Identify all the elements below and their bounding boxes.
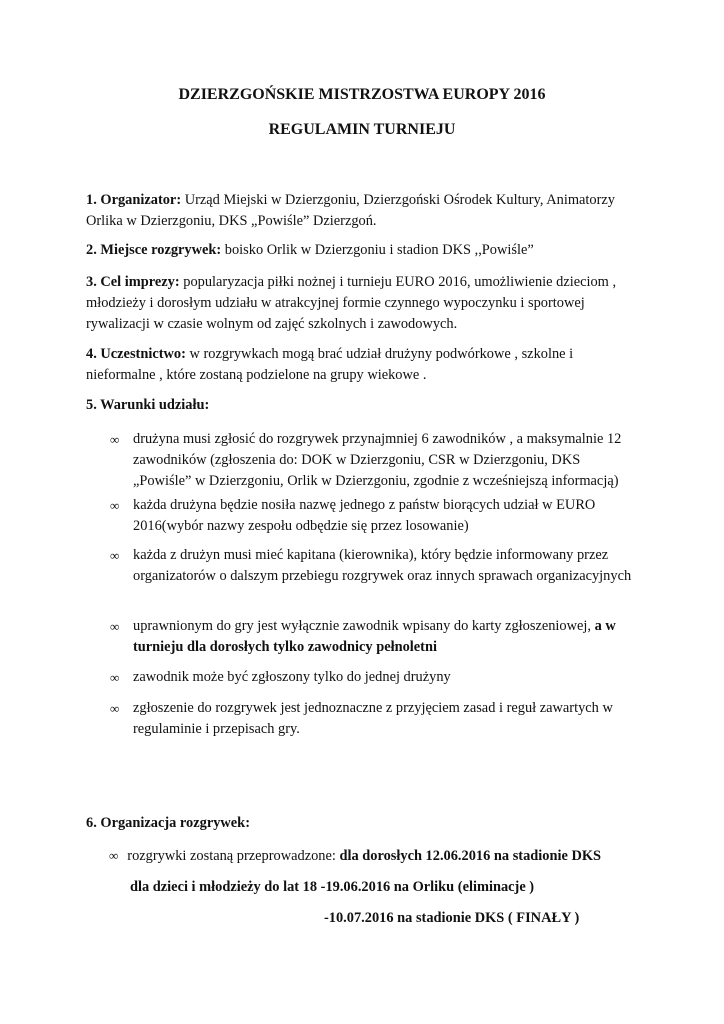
section-organization xyxy=(86,813,646,834)
organization-line-text: rozgrywki zostaną przeprowadzone: xyxy=(127,848,340,864)
section-organizer-label: 1. Organizator: xyxy=(86,192,182,208)
section-conditions-label: 5. Warunki udziału: xyxy=(86,397,210,413)
infinity-bullet-icon: ∞ xyxy=(109,848,119,863)
section-participation-text: w rozgrywkach mogą brać udział drużyny podwórkowe , szkolne i nieformalne , które zostaną podzielone na grupy wiekowe . xyxy=(86,346,574,383)
section-participation-label: 4. Uczestnictwo: xyxy=(86,346,186,362)
section-purpose-label: 3. Cel imprezy: xyxy=(86,274,180,290)
section-organizer-text: Urząd Miejski w Dzierzgoniu, Dzierzgoński Ośrodek Kultury, Animatorzy Orlika w Dzierzgoniu, DKS „Powiśle” Dzierzgoń. xyxy=(86,192,616,229)
list-item-bold-text: a w turnieju dla dorosłych tylko zawodnicy pełnoletni xyxy=(133,618,616,655)
organization-line-finals: -10.07.2016 na stadionie DKS ( FINAŁY ) xyxy=(324,910,580,926)
document-title: DZIERZGOŃSKIE MISTRZOSTWA EUROPY 2016 xyxy=(178,86,546,103)
organization-line-adults xyxy=(109,845,601,867)
organization-line-bold: dla dorosłych 12.06.2016 na stadionie DKS xyxy=(339,848,602,864)
section-organizer xyxy=(86,190,646,232)
list-item-text: drużyna musi zgłosić do rozgrywek przynajmniej 6 zawodników , a maksymalnie 12 zawodników (zgłoszenia do: DOK w Dzierzgoniu, CSR w Dzierzgoniu, DKS „Powiśle” w Dzierzgoniu, Orlik w Dzierzgoniu, zgodnie z wcześniejszą informacją) xyxy=(133,431,622,489)
organization-line-youth: dla dzieci i młodzieży do lat 18 -19.06.2016 na Orliku (eliminacje ) xyxy=(130,879,535,895)
section-conditions xyxy=(86,395,646,416)
section-venue-label: 2. Miejsce rozgrywek: xyxy=(86,242,222,258)
section-purpose-text: popularyzacja piłki nożnej i turnieju EURO 2016, umożliwienie dzieciom , młodzieży i dorosłym udziału w atrakcyjnej formie czynnego wypoczynku i sportowej rywalizacji w czasie wolnym od zajęć szkolnych i zawodowych. xyxy=(86,274,617,332)
infinity-bullet-icon: ∞ xyxy=(110,670,120,685)
infinity-bullet-icon: ∞ xyxy=(110,432,120,447)
list-item-text: zgłoszenie do rozgrywek jest jednoznaczne z przyjęciem zasad i reguł zawartych w regulaminie i przepisach gry. xyxy=(133,700,613,737)
section-participation xyxy=(86,344,646,386)
section-venue xyxy=(86,240,646,261)
document-subtitle: REGULAMIN TURNIEJU xyxy=(268,121,456,138)
list-item-text: każda drużyna będzie nosiła nazwę jednego z państw biorących udział w EURO 2016(wybór nazwy zespołu odbędzie się przez losowanie) xyxy=(133,497,596,534)
list-item-text: uprawnionym do gry jest wyłącznie zawodnik wpisany do karty zgłoszeniowej, xyxy=(133,618,595,634)
section-venue-text: boisko Orlik w Dzierzgoniu i stadion DKS ,,Powiśle” xyxy=(221,242,534,258)
infinity-bullet-icon: ∞ xyxy=(110,619,120,634)
section-organization-label: 6. Organizacja rozgrywek: xyxy=(86,815,250,831)
list-item-text: zawodnik może być zgłoszony tylko do jednej drużyny xyxy=(133,669,451,685)
infinity-bullet-icon: ∞ xyxy=(110,498,120,513)
list-item-text: każda z drużyn musi mieć kapitana (kierownika), który będzie informowany przez organizatorów o dalszym przebiegu rozgrywek oraz innych sprawach organizacyjnych xyxy=(133,547,632,584)
infinity-bullet-icon: ∞ xyxy=(110,701,120,716)
list-item-text-mixed xyxy=(133,616,633,658)
section-purpose xyxy=(86,272,646,335)
infinity-bullet-icon: ∞ xyxy=(110,548,120,563)
